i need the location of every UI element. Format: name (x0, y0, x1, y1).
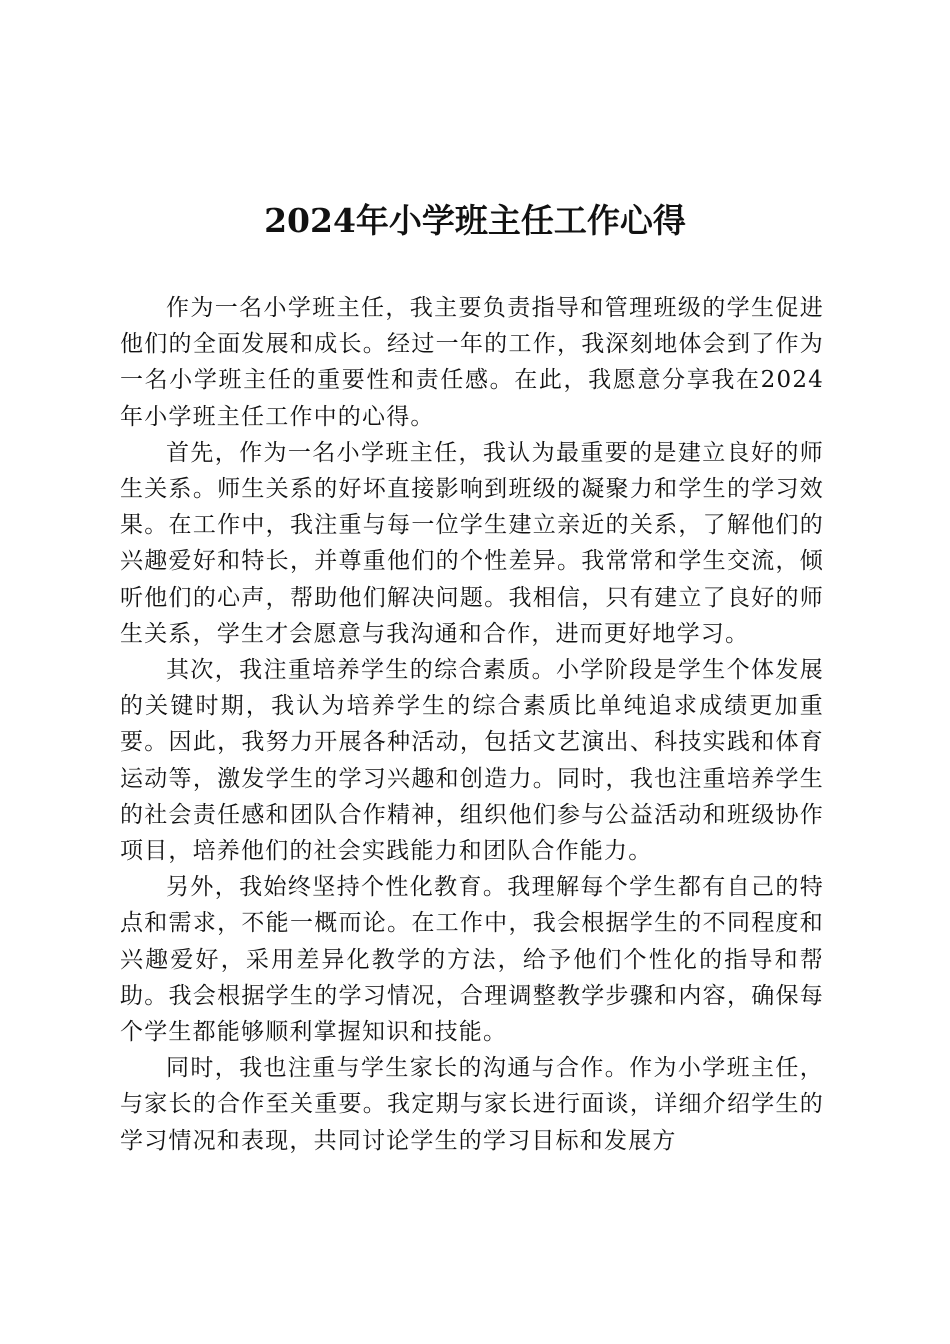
document-title: 2024年小学班主任工作心得 (264, 201, 686, 240)
paragraph-comprehensive-quality: 其次，我注重培养学生的综合素质。小学阶段是学生个体发展的关键时期，我认为培养学生的综合素质比单纯追求成绩更加重要。因此，我努力开展各种活动，包括文艺演出、科技实践和体育运动等，激发学生的学习兴趣和创造力。同时，我也注重培养学生的社会责任感和团队合作精神，组织他们参与公益活动和班级协作项目，培养他们的社会实践能力和团队合作能力。 (120, 657, 824, 865)
paragraph-intro: 作为一名小学班主任，我主要负责指导和管理班级的学生促进他们的全面发展和成长。经过一年的工作，我深刻地体会到了作为一名小学班主任的重要性和责任感。在此，我愿意分享我在2024年小学班主任工作中的心得。 (120, 295, 824, 430)
paragraph-parent-communication: 同时，我也注重与学生家长的沟通与合作。作为小学班主任，与家长的合作至关重要。我定期与家长进行面谈，详细介绍学生的学习情况和表现，共同讨论学生的学习目标和发展方 (120, 1055, 824, 1154)
paragraph-teacher-student-relationship: 首先，作为一名小学班主任，我认为最重要的是建立良好的师生关系。师生关系的好坏直接影响到班级的凝聚力和学生的学习效果。在工作中，我注重与每一位学生建立亲近的关系，了解他们的兴趣爱好和特长，并尊重他们的个性差异。我常常和学生交流，倾听他们的心声，帮助他们解决问题。我相信，只有建立了良好的师生关系，学生才会愿意与我沟通和合作，进而更好地学习。 (120, 439, 824, 647)
document-body (120, 290, 824, 1159)
paragraph-individualized-education: 另外，我始终坚持个性化教育。我理解每个学生都有自己的特点和需求，不能一概而论。在工作中，我会根据学生的不同程度和兴趣爱好，采用差异化教学的方法，给予他们个性化的指导和帮助。我会根据学生的学习情况，合理调整教学步骤和内容，确保每个学生都能够顺利掌握知识和技能。 (120, 874, 824, 1046)
